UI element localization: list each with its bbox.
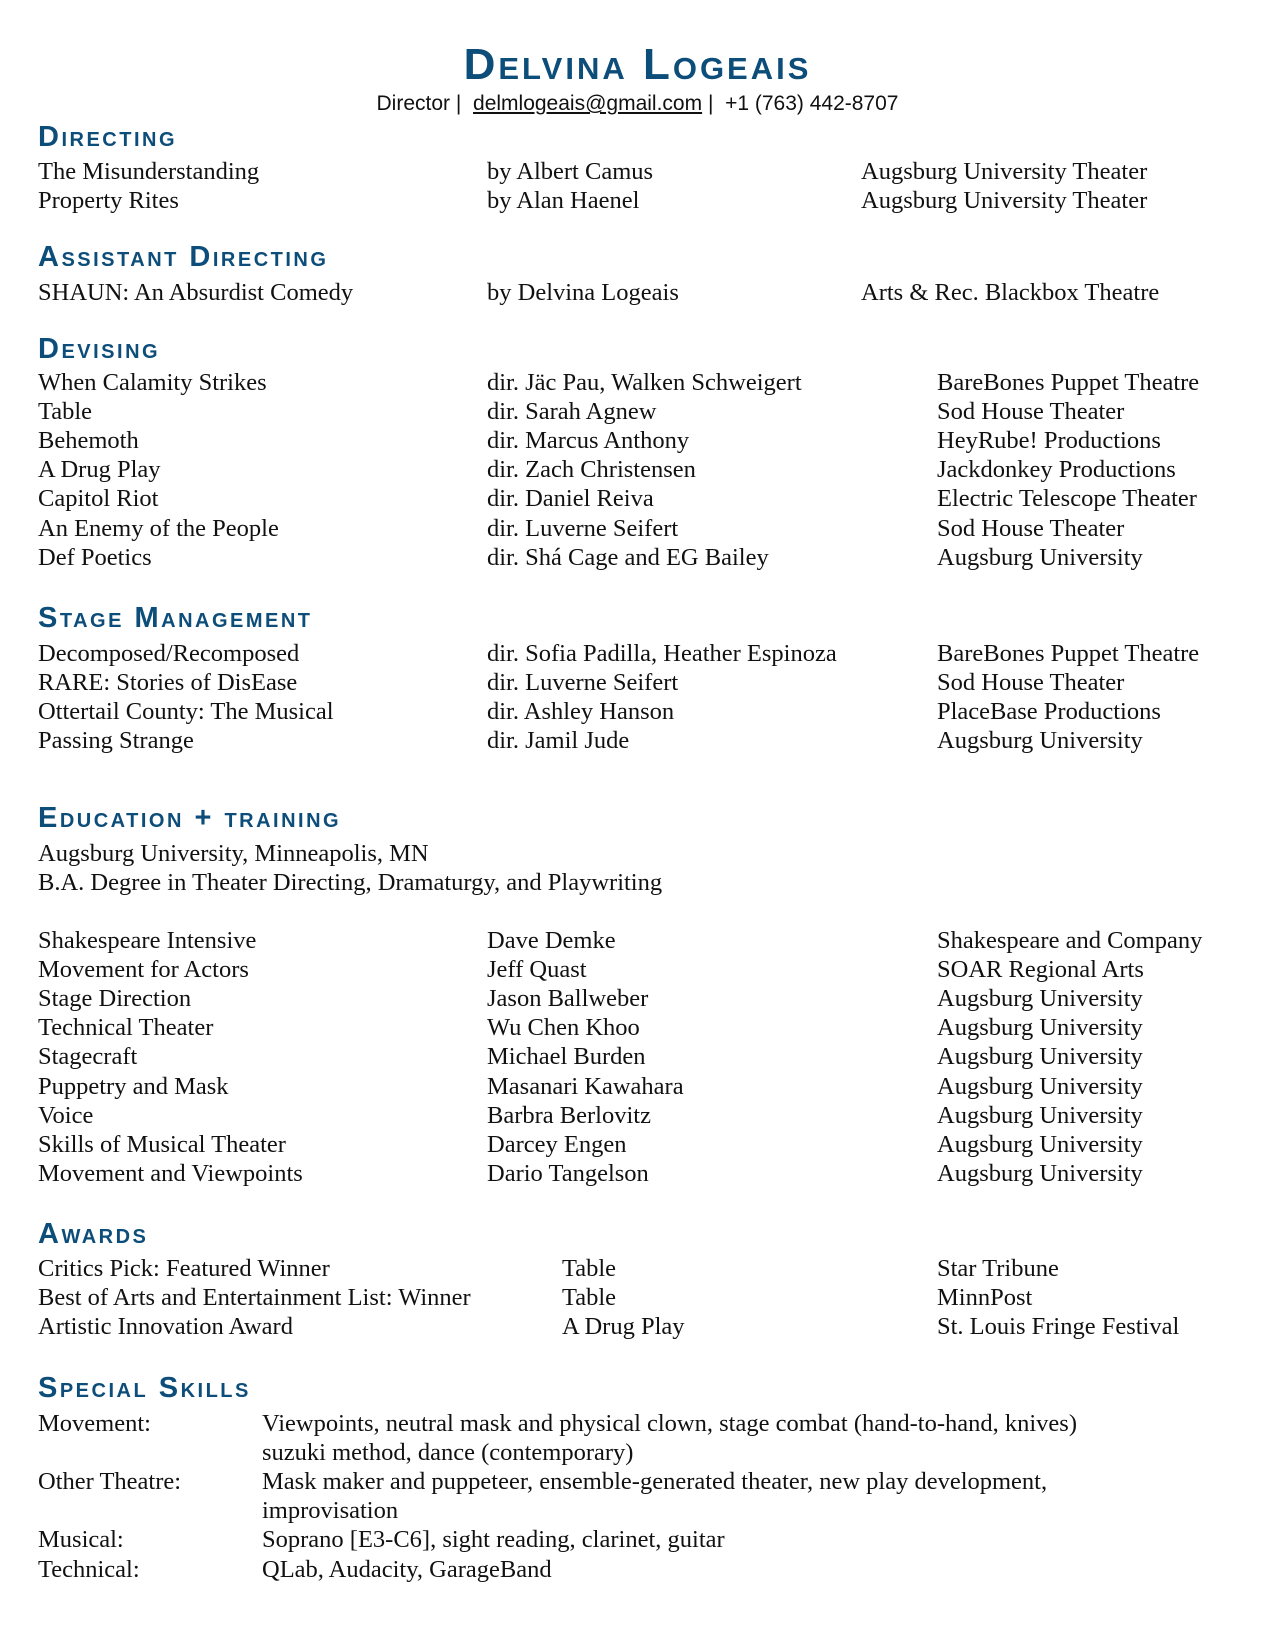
stage-management-row-1-col-1: dir. Luverne Seifert (487, 668, 679, 696)
special-skills-row-5-col-0: Technical: (38, 1555, 140, 1583)
awards-row-1-col-2: MinnPost (937, 1283, 1033, 1311)
training-row-3-col-1: Wu Chen Khoo (487, 1014, 640, 1042)
devising-row-5-col-0: An Enemy of the People (38, 514, 279, 542)
devising-row-2-col-1: dir. Marcus Anthony (487, 426, 690, 454)
training-row-2-col-0: Stage Direction (38, 984, 192, 1012)
training-row-4-col-1: Michael Burden (487, 1043, 646, 1071)
stage-management-row-2-col-2: PlaceBase Productions (937, 697, 1161, 725)
resume-name: Delvina Logeais (463, 40, 812, 89)
directing-row-0-col-1: by Albert Camus (487, 157, 654, 185)
devising-row-1-col-2: Sod House Theater (937, 397, 1125, 425)
assistant-directing-row-0-col-0: SHAUN: An Absurdist Comedy (38, 278, 354, 306)
devising-row-3-col-2: Jackdonkey Productions (937, 456, 1176, 484)
directing-row-0-col-0: The Misunderstanding (38, 157, 260, 185)
devising-row-6-col-0: Def Poetics (38, 543, 152, 571)
section-heading-devising: Devising (38, 333, 161, 365)
assistant-directing-row-0-col-2: Arts & Rec. Blackbox Theatre (861, 278, 1160, 306)
devising-row-5-col-1: dir. Luverne Seifert (487, 514, 679, 542)
stage-management-row-1-col-0: RARE: Stories of DisEase (38, 668, 298, 696)
awards-row-2-col-1: A Drug Play (562, 1312, 685, 1340)
directing-row-1-col-1: by Alan Haenel (487, 186, 640, 214)
devising-row-1-col-1: dir. Sarah Agnew (487, 397, 657, 425)
stage-management-row-3-col-1: dir. Jamil Jude (487, 727, 630, 755)
assistant-directing-row-0-col-1: by Delvina Logeais (487, 278, 679, 306)
special-skills-row-0-col-1: Viewpoints, neutral mask and physical clown, stage combat (hand-to-hand, knives) (262, 1409, 1077, 1437)
separator: | (707, 92, 714, 115)
directing-row-0-col-2: Augsburg University Theater (861, 157, 1148, 185)
education-degree: B.A. Degree in Theater Directing, Dramaturgy, and Playwriting (38, 868, 663, 896)
special-skills-row-1-col-1: suzuki method, dance (contemporary) (262, 1438, 634, 1466)
training-row-7-col-2: Augsburg University (937, 1130, 1143, 1158)
awards-row-0-col-0: Critics Pick: Featured Winner (38, 1254, 330, 1282)
devising-row-3-col-0: A Drug Play (38, 456, 161, 484)
stage-management-row-2-col-0: Ottertail County: The Musical (38, 697, 334, 725)
devising-row-6-col-2: Augsburg University (937, 543, 1143, 571)
devising-row-2-col-0: Behemoth (38, 426, 139, 454)
directing-row-1-col-2: Augsburg University Theater (861, 186, 1148, 214)
devising-row-3-col-1: dir. Zach Christensen (487, 456, 696, 484)
training-row-6-col-0: Voice (38, 1101, 94, 1129)
role: Director (376, 92, 451, 115)
awards-row-0-col-1: Table (562, 1254, 617, 1282)
special-skills-row-2-col-1: Mask maker and puppeteer, ensemble-generated theater, new play development, (262, 1467, 1048, 1495)
training-row-0-col-1: Dave Demke (487, 926, 616, 954)
training-row-2-col-2: Augsburg University (937, 984, 1143, 1012)
special-skills-row-4-col-1: Soprano [E3-C6], sight reading, clarinet, guitar (262, 1526, 725, 1554)
training-row-3-col-0: Technical Theater (38, 1014, 214, 1042)
devising-row-6-col-1: dir. Shá Cage and EG Bailey (487, 543, 769, 571)
awards-row-0-col-2: Star Tribune (937, 1254, 1059, 1282)
training-row-7-col-0: Skills of Musical Theater (38, 1130, 286, 1158)
phone: +1 (763) 442-8707 (725, 92, 899, 115)
training-row-6-col-1: Barbra Berlovitz (487, 1101, 651, 1129)
stage-management-row-1-col-2: Sod House Theater (937, 668, 1125, 696)
training-row-5-col-1: Masanari Kawahara (487, 1072, 684, 1100)
devising-row-5-col-2: Sod House Theater (937, 514, 1125, 542)
training-row-8-col-1: Dario Tangelson (487, 1160, 649, 1188)
training-row-6-col-2: Augsburg University (937, 1101, 1143, 1129)
special-skills-row-2-col-0: Other Theatre: (38, 1467, 182, 1495)
training-row-4-col-0: Stagecraft (38, 1043, 138, 1071)
separator: | (455, 92, 462, 115)
devising-row-4-col-0: Capitol Riot (38, 485, 159, 513)
devising-row-4-col-1: dir. Daniel Reiva (487, 485, 654, 513)
special-skills-row-5-col-1: QLab, Audacity, GarageBand (262, 1555, 552, 1583)
education-school: Augsburg University, Minneapolis, MN (38, 839, 429, 867)
training-row-8-col-0: Movement and Viewpoints (38, 1160, 303, 1188)
awards-row-1-col-1: Table (562, 1283, 617, 1311)
stage-management-row-3-col-0: Passing Strange (38, 727, 194, 755)
devising-row-2-col-2: HeyRube! Productions (937, 426, 1161, 454)
training-row-5-col-2: Augsburg University (937, 1072, 1143, 1100)
section-heading-awards: Awards (38, 1218, 149, 1250)
special-skills-row-3-col-1: improvisation (262, 1497, 399, 1525)
training-row-3-col-2: Augsburg University (937, 1014, 1143, 1042)
special-skills-row-0-col-0: Movement: (38, 1409, 151, 1437)
training-row-0-col-2: Shakespeare and Company (937, 926, 1203, 954)
training-row-1-col-0: Movement for Actors (38, 955, 249, 983)
training-row-2-col-1: Jason Ballweber (487, 984, 649, 1012)
section-heading-assistant-directing: Assistant Directing (38, 241, 329, 273)
email-link[interactable]: delmlogeais@gmail.com (473, 92, 703, 115)
training-row-5-col-0: Puppetry and Mask (38, 1072, 229, 1100)
devising-row-0-col-0: When Calamity Strikes (38, 368, 267, 396)
stage-management-row-3-col-2: Augsburg University (937, 727, 1143, 755)
training-row-8-col-2: Augsburg University (937, 1160, 1143, 1188)
section-heading-stage-management: Stage Management (38, 602, 313, 634)
training-row-1-col-2: SOAR Regional Arts (937, 955, 1144, 983)
section-heading-special-skills: Special Skills (38, 1372, 251, 1404)
stage-management-row-0-col-0: Decomposed/Recomposed (38, 639, 300, 667)
training-row-4-col-2: Augsburg University (937, 1043, 1143, 1071)
training-row-1-col-1: Jeff Quast (487, 955, 587, 983)
special-skills-row-4-col-0: Musical: (38, 1526, 124, 1554)
training-row-7-col-1: Darcey Engen (487, 1130, 627, 1158)
devising-row-0-col-1: dir. Jäc Pau, Walken Schweigert (487, 368, 802, 396)
stage-management-row-0-col-1: dir. Sofia Padilla, Heather Espinoza (487, 639, 837, 667)
devising-row-4-col-2: Electric Telescope Theater (937, 485, 1197, 513)
contact-line (0, 90, 1275, 118)
training-row-0-col-0: Shakespeare Intensive (38, 926, 257, 954)
awards-row-1-col-0: Best of Arts and Entertainment List: Winner (38, 1283, 471, 1311)
section-heading-education: Education + training (38, 802, 342, 834)
directing-row-1-col-0: Property Rites (38, 186, 179, 214)
awards-row-2-col-0: Artistic Innovation Award (38, 1312, 293, 1340)
devising-row-1-col-0: Table (38, 397, 93, 425)
devising-row-0-col-2: BareBones Puppet Theatre (937, 368, 1200, 396)
section-heading-directing: Directing (38, 121, 177, 153)
awards-row-2-col-2: St. Louis Fringe Festival (937, 1312, 1180, 1340)
stage-management-row-2-col-1: dir. Ashley Hanson (487, 697, 675, 725)
stage-management-row-0-col-2: BareBones Puppet Theatre (937, 639, 1200, 667)
